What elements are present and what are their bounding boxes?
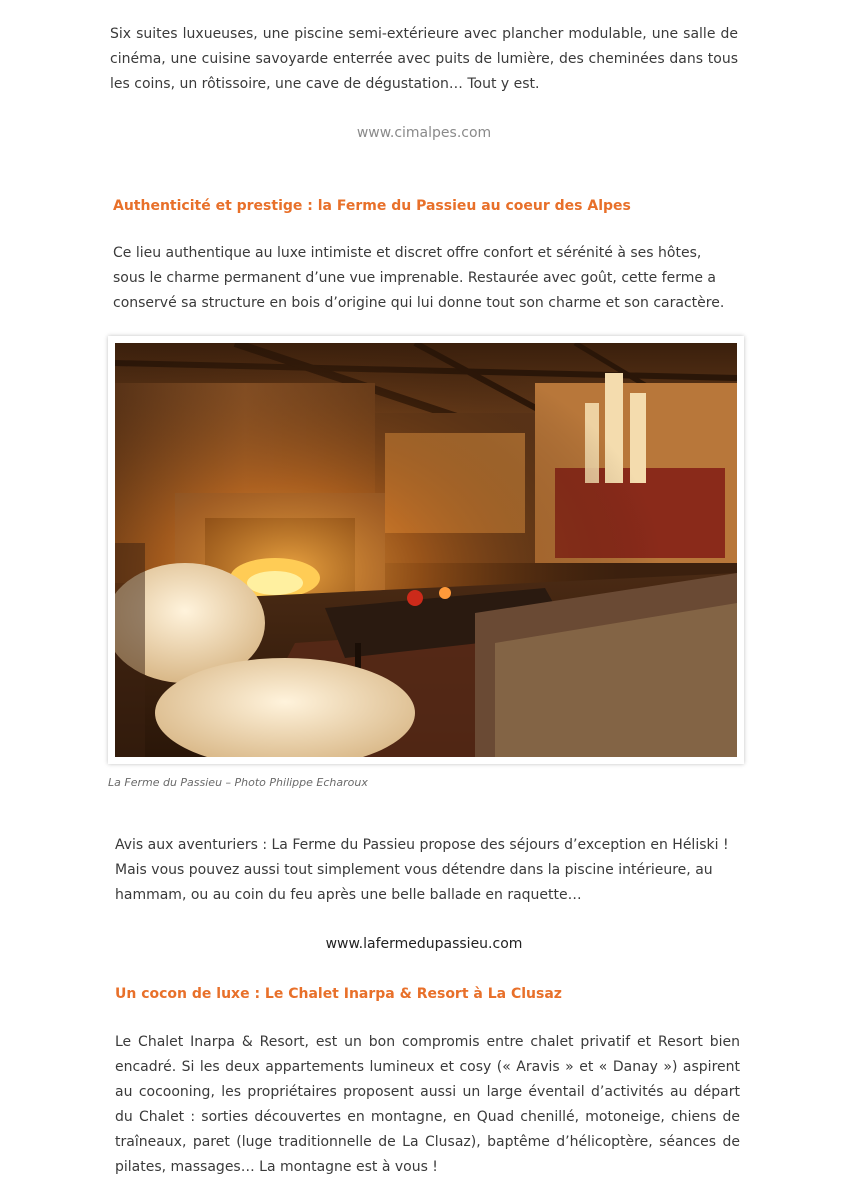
intro-paragraph: Six suites luxueuses, une piscine semi-extérieure avec plancher modulable, une salle de cinéma, une cuisine savoyarde enterrée avec puits de lumière, des cheminées dans tous les coins, un rôtissoire, une cave de dégustation… Tout y est.	[110, 26, 738, 92]
photo-frame	[108, 336, 744, 764]
ferme-du-passieu-heading: Authenticité et prestige : la Ferme du Passieu au coeur des Alpes	[113, 198, 631, 214]
chalet-inarpa-paragraph: Le Chalet Inarpa & Resort, est un bon compromis entre chalet privatif et Resort bien encadré. Si les deux appartements lumineux et cosy (« Aravis » et « Danay ») aspirent au cocooning, les propriétaires proposent aussi un large éventail d’activités au départ du Chalet : sorties découvertes en montagne, en Quad chenillé, motoneige, chiens de traîneaux, paret (luge traditionnelle de La Clusaz), baptême d’hélicoptère, séances de pilates, massages… La montagne est à vous !	[115, 1034, 740, 1175]
aventuriers-paragraph: Avis aux aventuriers : La Ferme du Passieu propose des séjours d’exception en Héliski ! Mais vous pouvez aussi tout simplement vous détendre dans la piscine intérieure, au hammam, ou au coin du feu après une belle ballade en raquette…	[115, 837, 729, 903]
cimalpes-link[interactable]: www.cimalpes.com	[356, 125, 492, 141]
ferme-description-paragraph: Ce lieu authentique au luxe intimiste et discret offre confort et sérénité à ses hôtes, sous le charme permanent d’une vue imprenable. Restaurée avec goût, cette ferme a conservé sa structure en bois d’origine qui lui donne tout son charme et son caractère.	[113, 245, 725, 311]
lafermedupassieu-link[interactable]: www.lafermedupassieu.com	[325, 936, 523, 952]
photo-caption: La Ferme du Passieu – Photo Philippe Echaroux	[108, 776, 368, 789]
chalet-inarpa-heading: Un cocon de luxe : Le Chalet Inarpa & Resort à La Clusaz	[115, 986, 562, 1002]
chalet-living-room-photo	[115, 343, 737, 757]
